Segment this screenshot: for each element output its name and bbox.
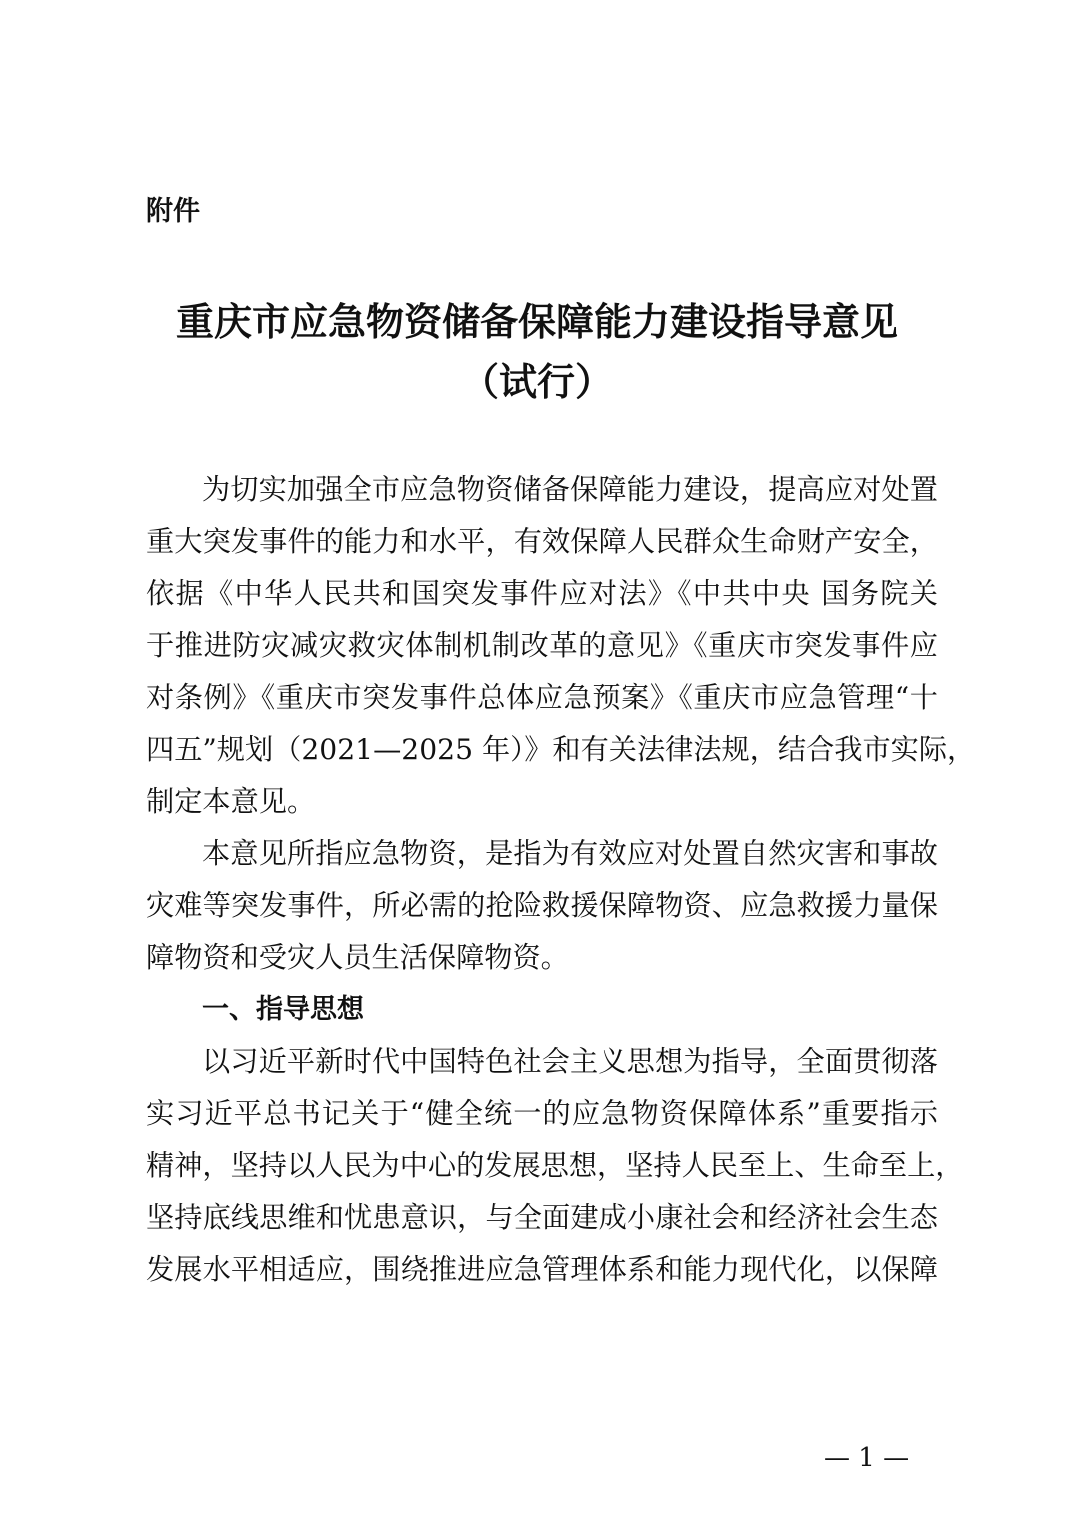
paragraph-line: 为切实加强全市应急物资储备保障能力建设，提高应对处置	[202, 473, 938, 506]
paragraph-line: 对条例》《重庆市突发事件总体应急预案》《重庆市应急管理“十	[146, 681, 938, 714]
paragraph-line: 本意见所指应急物资，是指为有效应对处置自然灾害和事故	[202, 837, 938, 870]
paragraph-line: 精神，坚持以人民为中心的发展思想，坚持人民至上、生命至上，	[146, 1149, 964, 1182]
document-title-trial: （试行）	[460, 359, 613, 404]
paragraph-line: 四五”规划（2021—2025 年）》和有关法律法规，结合我市实际，	[146, 733, 976, 766]
section-heading: 一、指导思想	[202, 994, 364, 1025]
paragraph-line: 发展水平相适应，围绕推进应急管理体系和能力现代化，以保障	[146, 1253, 938, 1286]
paragraph-line: 重大突发事件的能力和水平，有效保障人民群众生命财产安全，	[146, 525, 938, 558]
paragraph-line: 以习近平新时代中国特色社会主义思想为指导，全面贯彻落	[202, 1045, 938, 1078]
attachment-label: 附件	[146, 196, 200, 227]
paragraph-line: 坚持底线思维和忧患意识，与全面建成小康社会和经济社会生态	[146, 1201, 938, 1234]
paragraph-line: 实习近平总书记关于“健全统一的应急物资保障体系”重要指示	[146, 1097, 938, 1130]
paragraph-line: 于推进防灾减灾救灾体制机制改革的意见》《重庆市突发事件应	[146, 629, 938, 662]
paragraph-line: 依据《中华人民共和国突发事件应对法》《中共中央 国务院关	[146, 577, 938, 610]
page-number: — 1 —	[824, 1443, 910, 1473]
document-title: 重庆市应急物资储备保障能力建设指导意见	[175, 299, 898, 344]
paragraph-line: 障物资和受灾人员生活保障物资。	[146, 941, 569, 974]
paragraph-line: 灾难等突发事件，所必需的抢险救援保障物资、应急救援力量保	[146, 889, 938, 922]
paragraph-line: 制定本意见。	[146, 785, 316, 818]
